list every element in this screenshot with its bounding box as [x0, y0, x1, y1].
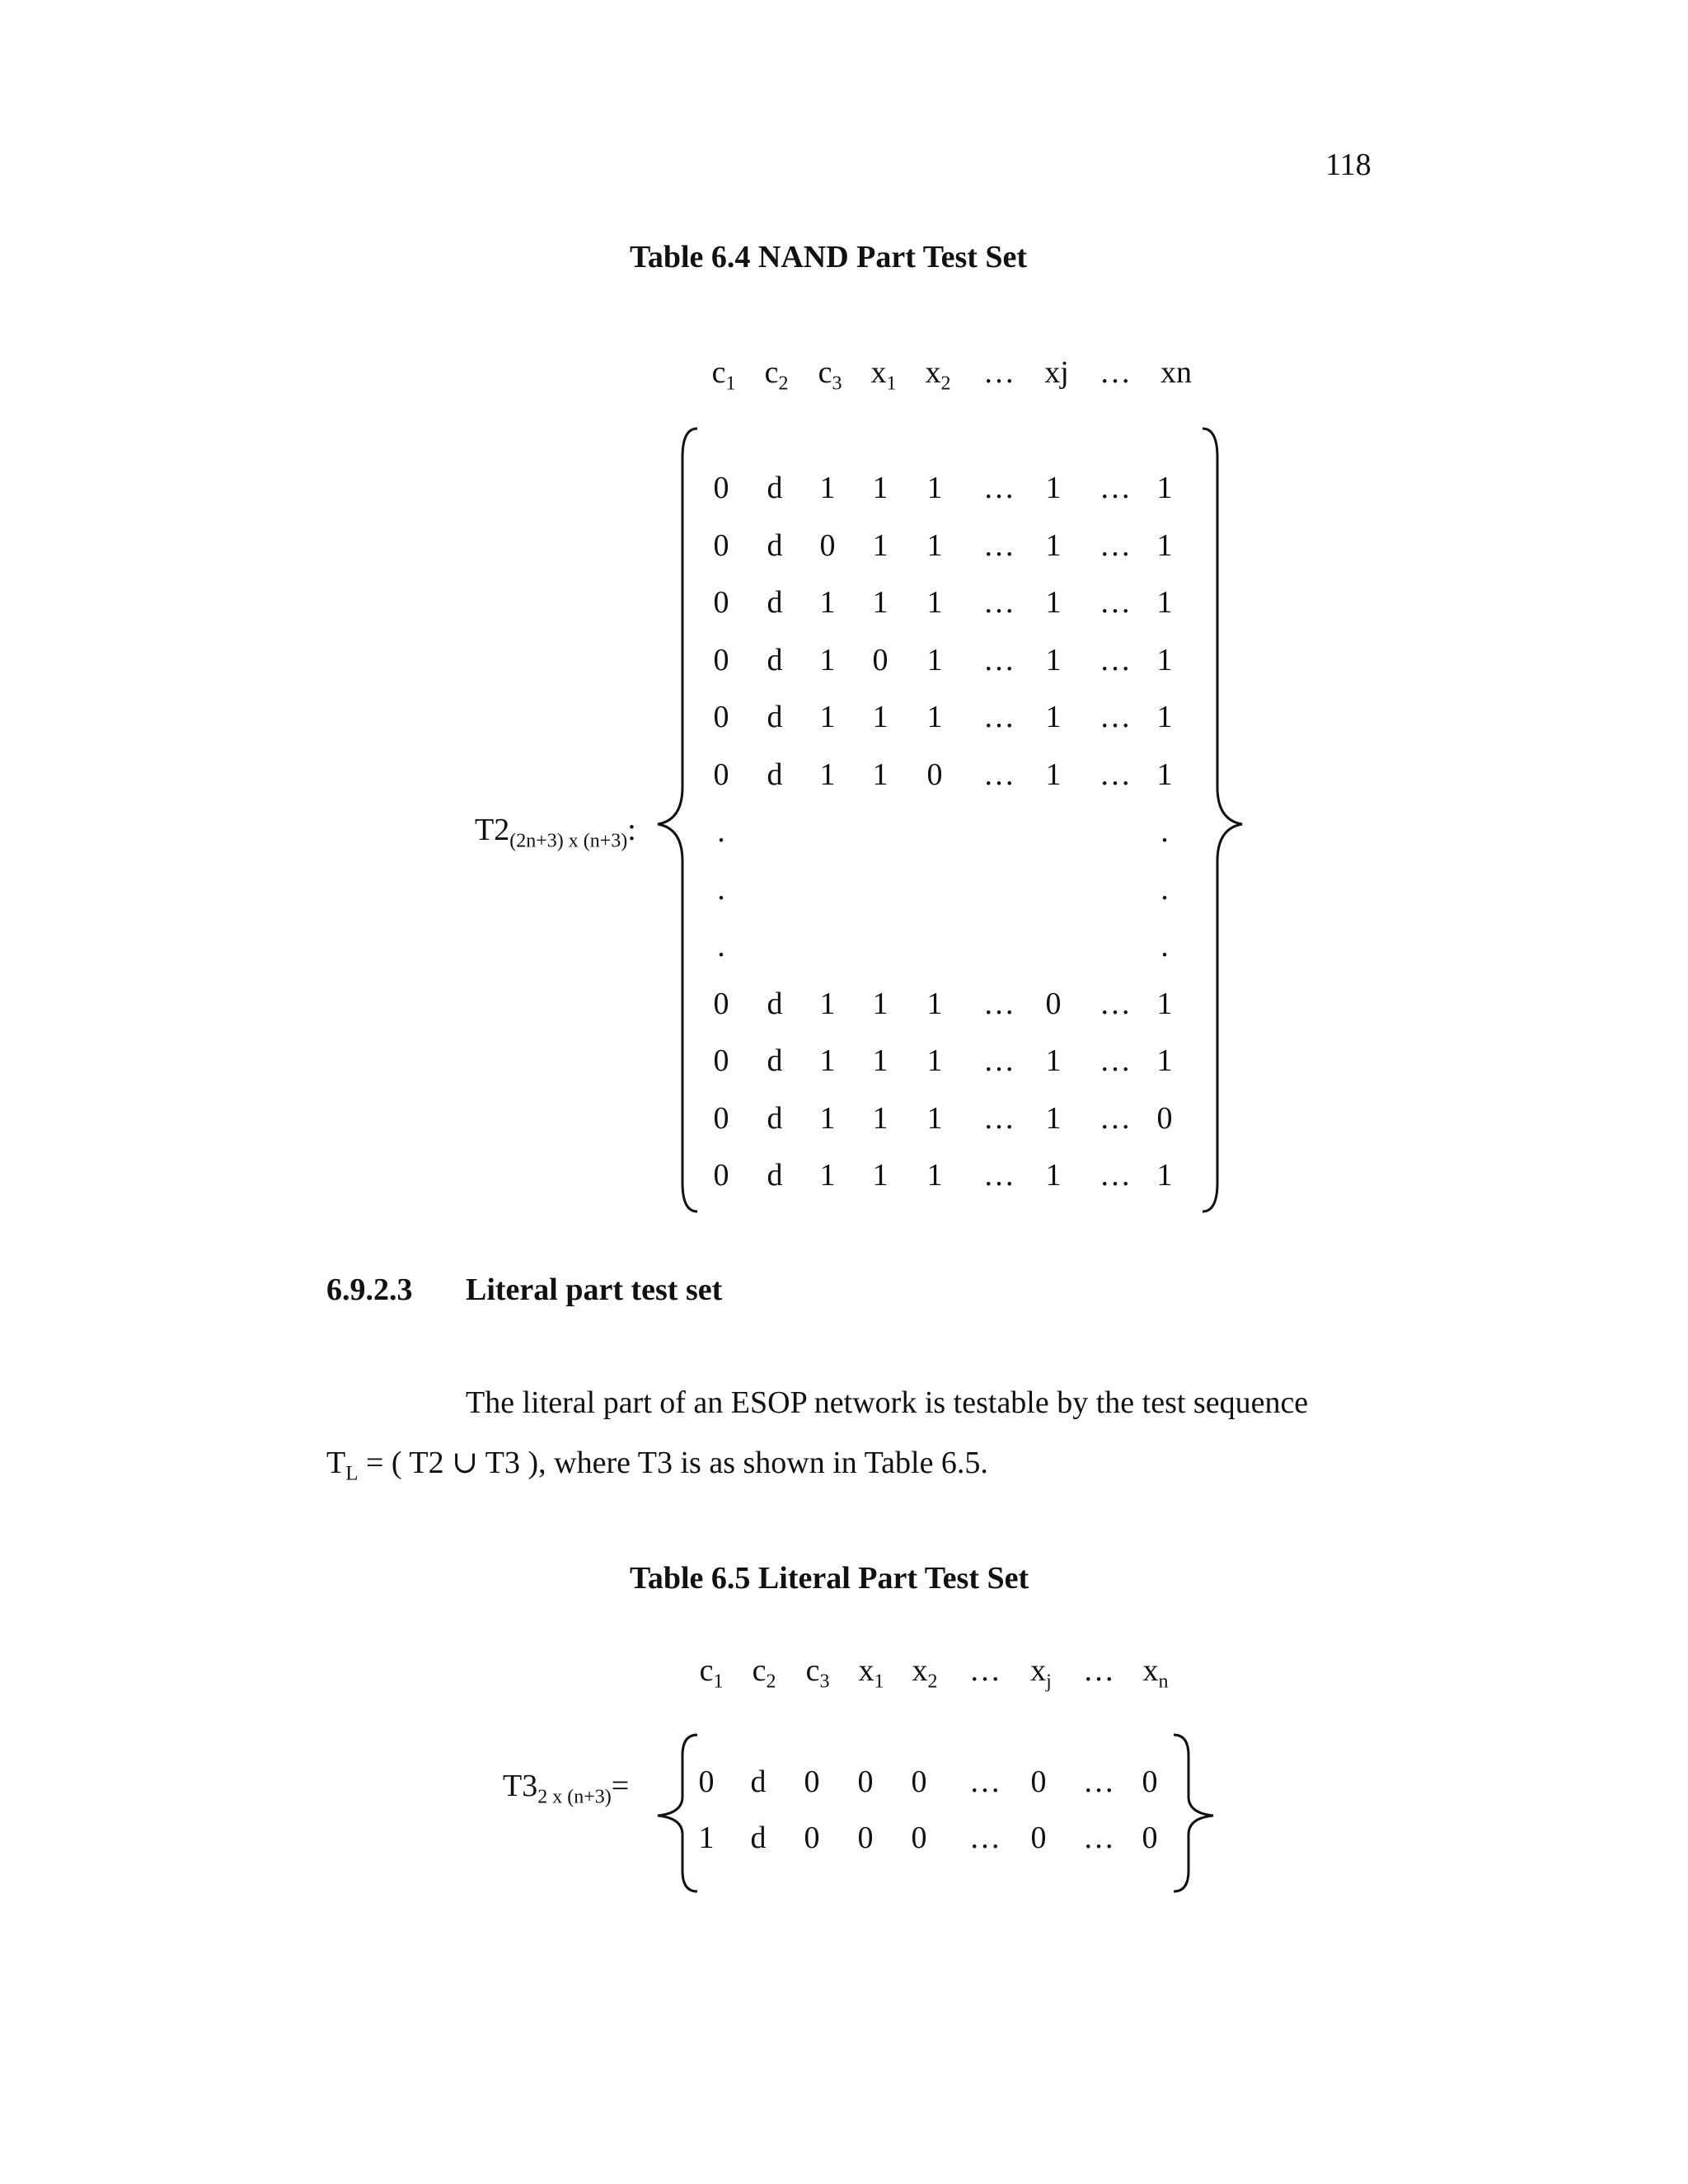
column-header-base: c [805, 1653, 820, 1688]
column-header-subscript: 3 [832, 373, 842, 395]
matrix-cell: 1 [926, 1043, 943, 1078]
column-header [753, 1652, 776, 1694]
matrix-cell: 1 [1156, 471, 1173, 505]
matrix-cell: 1 [819, 986, 836, 1021]
column-header-subscript: 2 [778, 373, 789, 395]
matrix-cell: 0 [1030, 1765, 1047, 1799]
matrix-cell: 1 [1045, 585, 1062, 620]
matrix-cell: 0 [713, 757, 729, 792]
column-header [1143, 1652, 1169, 1694]
matrix-cell: 1 [1156, 642, 1173, 677]
column-header [1083, 1652, 1114, 1689]
matrix-cell: 0 [713, 642, 729, 677]
matrix-cell: 1 [1156, 527, 1173, 563]
matrix-cell: 1 [1045, 1043, 1062, 1078]
column-header-subscript: n [1158, 1671, 1169, 1693]
matrix-cell: 1 [1045, 1158, 1062, 1193]
section-title: Literal part test set [466, 1272, 723, 1307]
column-header-subscript: 2 [766, 1671, 776, 1693]
matrix-cell: 1 [1045, 527, 1062, 563]
matrix-cell: 1 [872, 986, 889, 1021]
matrix-cell: … [983, 642, 1015, 677]
matrix-cell: . [1160, 871, 1169, 907]
column-header-base: c [711, 355, 726, 390]
matrix-cell: d [767, 1158, 783, 1193]
matrix-cell: 1 [926, 1158, 943, 1193]
matrix-cell: 1 [1156, 1158, 1173, 1193]
column-header-subscript: 1 [886, 373, 897, 395]
column-header-subscript: 3 [819, 1671, 830, 1693]
matrix-label-sub: 2 x (n+3) [537, 1786, 612, 1808]
matrix-cell: … [983, 1100, 1015, 1136]
paragraph-line-1: The literal part of an ESOP network is testable by the test sequence [466, 1385, 1309, 1420]
matrix-cell: 1 [872, 471, 889, 505]
matrix-cell: d [767, 527, 783, 563]
matrix-cell: 1 [1045, 700, 1062, 734]
matrix-cell: 0 [911, 1765, 927, 1799]
matrix-cell: 1 [819, 700, 836, 734]
matrix-cell: … [1100, 986, 1131, 1021]
column-header-subscript: 1 [713, 1671, 724, 1693]
column-header [1030, 1652, 1052, 1694]
matrix-cell: … [983, 1158, 1015, 1193]
matrix-cell: … [983, 471, 1015, 505]
matrix-cell: 1 [1045, 1100, 1062, 1136]
column-header-base: c [818, 355, 832, 390]
matrix-cell: 0 [911, 1821, 927, 1855]
paragraph-line-2-rest: = ( T2 ∪ T3 ), where T3 is as shown in Table 6.5. [358, 1446, 988, 1480]
matrix-label-suffix: = [611, 1769, 630, 1803]
matrix-cell: … [1100, 471, 1131, 505]
column-header-base: xn [1160, 355, 1192, 390]
column-header-base: xj [1044, 355, 1069, 390]
matrix-cell: … [1100, 585, 1131, 620]
column-header-base: x [870, 355, 887, 390]
matrix-cell: 0 [713, 1158, 729, 1193]
column-header [871, 354, 897, 396]
column-header [926, 354, 951, 396]
column-header-base: c [699, 1653, 714, 1688]
section-number: 6.9.2.3 [326, 1272, 413, 1307]
matrix-cell: … [983, 700, 1015, 734]
column-header-subscript: 2 [940, 373, 951, 395]
matrix-cell: . [1160, 929, 1169, 963]
table-6-4-right-brace [1199, 424, 1249, 1216]
column-header-subscript: 1 [874, 1671, 884, 1693]
matrix-cell: 0 [819, 527, 836, 563]
matrix-cell: d [767, 1043, 783, 1078]
matrix-cell: 0 [698, 1765, 715, 1799]
matrix-cell: 1 [1045, 642, 1062, 677]
matrix-cell: 1 [819, 1043, 836, 1078]
matrix-cell: … [1100, 1100, 1131, 1136]
matrix-label-sub: (2n+3) x (n+3) [509, 830, 628, 852]
column-header-base: x [925, 355, 941, 390]
column-header-subscript: 2 [927, 1671, 938, 1693]
column-header [1100, 354, 1131, 391]
matrix-cell: 1 [926, 471, 943, 505]
matrix-cell: . [717, 814, 725, 849]
matrix-cell: 0 [926, 757, 943, 792]
matrix-cell: 0 [1142, 1821, 1158, 1855]
table-6-5-caption: Table 6.5 Literal Part Test Set [630, 1561, 1029, 1596]
matrix-cell: . [717, 871, 725, 907]
column-header-subscript: 1 [725, 373, 736, 395]
matrix-cell: d [767, 986, 783, 1021]
matrix-cell: 1 [1156, 1043, 1173, 1078]
matrix-label-suffix: : [627, 813, 636, 847]
column-header-base: x [858, 1653, 874, 1688]
matrix-cell: … [983, 585, 1015, 620]
column-header-base: … [983, 355, 1015, 390]
column-header-base: x [1030, 1653, 1047, 1688]
matrix-cell: . [717, 929, 725, 963]
matrix-cell: 1 [872, 585, 889, 620]
matrix-cell: 0 [713, 1100, 729, 1136]
matrix-cell: 1 [872, 1100, 889, 1136]
matrix-cell: 0 [857, 1821, 874, 1855]
matrix-cell: 1 [926, 1100, 943, 1136]
table-6-4-left-brace [651, 424, 701, 1216]
matrix-cell: … [969, 1821, 1001, 1855]
matrix-cell: 1 [926, 585, 943, 620]
matrix-cell: 1 [872, 527, 889, 563]
paragraph-line-2 [326, 1444, 988, 1486]
matrix-cell: 1 [1156, 700, 1173, 734]
matrix-cell: 0 [713, 527, 729, 563]
matrix-cell: 0 [872, 642, 889, 677]
matrix-cell: 0 [713, 1043, 729, 1078]
matrix-cell: … [1100, 1158, 1131, 1193]
column-header [765, 354, 789, 396]
column-header-subscript: j [1046, 1671, 1052, 1693]
column-header [983, 354, 1015, 391]
page-number: 118 [1325, 148, 1372, 182]
matrix-cell: … [983, 757, 1015, 792]
tl-subscript: L [345, 1462, 359, 1485]
matrix-cell: 0 [804, 1821, 820, 1855]
matrix-cell: 0 [1030, 1821, 1047, 1855]
matrix-cell: d [767, 700, 783, 734]
matrix-label-main: T3 [503, 1769, 538, 1803]
matrix-cell: d [767, 585, 783, 620]
matrix-cell: 1 [926, 986, 943, 1021]
matrix-cell: . [1160, 814, 1169, 849]
column-header-base: c [752, 1653, 767, 1688]
matrix-cell: … [1100, 1043, 1131, 1078]
matrix-cell: 1 [819, 642, 836, 677]
matrix-cell: 1 [872, 1043, 889, 1078]
table-6-5-matrix-label [503, 1768, 629, 1809]
matrix-cell: 0 [1142, 1765, 1158, 1799]
matrix-cell: 0 [804, 1765, 820, 1799]
column-header [806, 1652, 830, 1694]
table-6-5-left-brace [651, 1731, 701, 1896]
table-6-4-caption: Table 6.4 NAND Part Test Set [630, 240, 1028, 274]
column-header [1160, 354, 1192, 391]
matrix-cell: 1 [926, 642, 943, 677]
matrix-cell: d [767, 642, 783, 677]
column-header [818, 354, 842, 396]
matrix-cell: d [767, 757, 783, 792]
matrix-cell: d [750, 1821, 767, 1855]
column-header [859, 1652, 884, 1694]
column-header-base: x [1142, 1653, 1159, 1688]
matrix-cell: … [1100, 757, 1131, 792]
matrix-cell: d [767, 471, 783, 505]
matrix-cell: … [1100, 527, 1131, 563]
column-header [1044, 354, 1069, 391]
matrix-cell: 1 [1045, 471, 1062, 505]
column-header-base: c [764, 355, 779, 390]
matrix-cell: 0 [1156, 1100, 1173, 1136]
table-6-5-right-brace [1170, 1731, 1220, 1896]
matrix-cell: … [1083, 1765, 1114, 1799]
matrix-cell: 1 [1045, 757, 1062, 792]
matrix-cell: 1 [819, 471, 836, 505]
column-header-base: … [1083, 1653, 1114, 1688]
matrix-cell: … [1083, 1821, 1114, 1855]
matrix-cell: 0 [713, 986, 729, 1021]
matrix-cell: 1 [926, 527, 943, 563]
matrix-cell: 1 [1156, 757, 1173, 792]
matrix-cell: … [983, 986, 1015, 1021]
tl-symbol: T [326, 1446, 346, 1480]
matrix-cell: d [750, 1765, 767, 1799]
matrix-label-main: T2 [475, 813, 510, 847]
matrix-cell: 1 [872, 700, 889, 734]
column-header [712, 354, 736, 396]
matrix-cell: 1 [698, 1821, 715, 1855]
matrix-cell: … [1100, 642, 1131, 677]
column-header [912, 1652, 938, 1694]
matrix-cell: … [1100, 700, 1131, 734]
matrix-cell: … [983, 1043, 1015, 1078]
table-6-4-matrix-label [475, 812, 636, 853]
matrix-cell: 0 [713, 585, 729, 620]
matrix-cell: 1 [819, 1158, 836, 1193]
column-header-base: … [969, 1653, 1001, 1688]
matrix-cell: 1 [872, 757, 889, 792]
matrix-cell: 1 [819, 757, 836, 792]
column-header [969, 1652, 1001, 1689]
matrix-cell: 1 [926, 700, 943, 734]
matrix-cell: 0 [713, 700, 729, 734]
matrix-cell: 1 [819, 1100, 836, 1136]
column-header-base: … [1100, 355, 1131, 390]
matrix-cell: 0 [1045, 986, 1062, 1021]
matrix-cell: 1 [819, 585, 836, 620]
matrix-cell: 0 [713, 471, 729, 505]
column-header [700, 1652, 724, 1694]
matrix-cell: … [983, 527, 1015, 563]
matrix-cell: 0 [857, 1765, 874, 1799]
column-header-base: x [912, 1653, 928, 1688]
matrix-cell: … [969, 1765, 1001, 1799]
matrix-cell: d [767, 1100, 783, 1136]
matrix-cell: 1 [1156, 986, 1173, 1021]
matrix-cell: 1 [1156, 585, 1173, 620]
matrix-cell: 1 [872, 1158, 889, 1193]
